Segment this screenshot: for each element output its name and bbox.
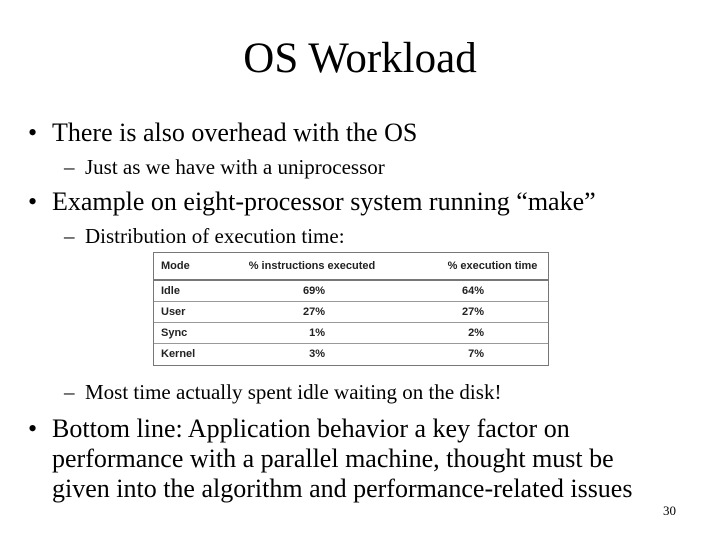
bottom-line-text-1: Bottom line: Application behavior a key factor on bbox=[52, 414, 570, 443]
bullet-icon: • bbox=[28, 414, 38, 443]
cell-instructions: 27% bbox=[227, 302, 397, 323]
cell-mode: Kernel bbox=[161, 348, 196, 360]
bullet-text: There is also overhead with the OS bbox=[52, 118, 418, 147]
bottom-line-text-2: performance with a parallel machine, thought must be bbox=[52, 444, 614, 473]
execution-time-table bbox=[153, 252, 549, 366]
slide-title: OS Workload bbox=[243, 35, 477, 82]
cell-mode: Idle bbox=[154, 280, 227, 302]
subbullet-text: Most time actually spent idle waiting on the disk! bbox=[85, 380, 502, 404]
subbullet-idle bbox=[64, 380, 501, 404]
table-row bbox=[154, 344, 548, 365]
cell-instructions: 1% bbox=[227, 323, 397, 344]
table-header-row bbox=[154, 253, 548, 280]
cell-time: 27% bbox=[397, 302, 548, 323]
subbullet-uniprocessor bbox=[64, 155, 385, 179]
column-header-time: % execution time bbox=[397, 253, 548, 280]
subbullet-text: Distribution of execution time: bbox=[85, 224, 345, 248]
cell-mode: User bbox=[154, 302, 227, 323]
column-header-instructions: % instructions executed bbox=[227, 253, 397, 280]
cell-mode: Sync bbox=[154, 323, 227, 344]
bullet-icon: • bbox=[28, 118, 38, 147]
cell-time: 64% bbox=[397, 280, 548, 302]
bullet-text: Example on eight-processor system running “make” bbox=[52, 187, 596, 216]
page-number: 30 bbox=[663, 503, 676, 518]
dash-icon: – bbox=[64, 155, 75, 179]
cell-time: 7% bbox=[468, 348, 484, 360]
table-row bbox=[154, 302, 548, 323]
bullet-icon: • bbox=[28, 187, 38, 216]
cell-instructions: 3% bbox=[309, 348, 325, 360]
table-row bbox=[154, 280, 548, 302]
dash-icon: – bbox=[64, 380, 75, 404]
bottom-line-text-3: given into the algorithm and performance-related issues bbox=[52, 474, 633, 503]
table-row bbox=[154, 323, 548, 344]
column-header-mode: Mode bbox=[154, 253, 227, 280]
dash-icon: – bbox=[64, 224, 75, 248]
subbullet-distribution bbox=[64, 224, 345, 248]
subbullet-text: Just as we have with a uniprocessor bbox=[85, 155, 385, 179]
cell-time: 2% bbox=[397, 323, 548, 344]
cell-instructions: 69% bbox=[227, 280, 397, 302]
